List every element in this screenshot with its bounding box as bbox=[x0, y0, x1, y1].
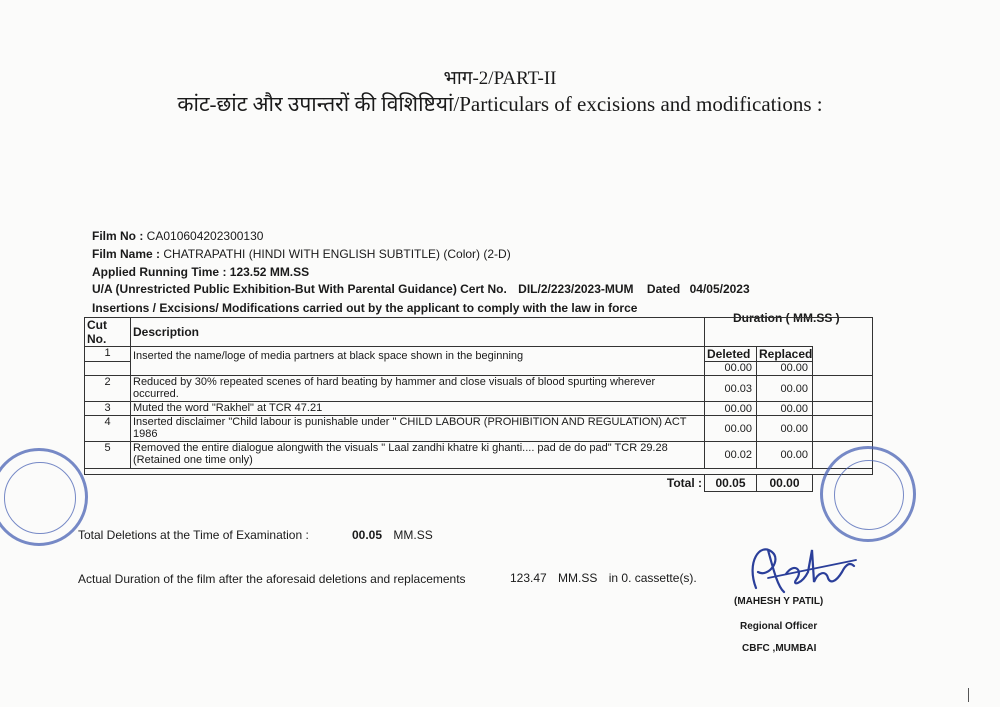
insertions-heading: Insertions / Excisions/ Modifications carried out by the applicant to comply with the law in force bbox=[92, 301, 638, 315]
particulars-heading: कांट-छांट और उपान्तरों की विशिष्टियां/Particulars of excisions and modifications : bbox=[177, 92, 823, 116]
total-deletions-label: Total Deletions at the Time of Examination : bbox=[78, 528, 309, 542]
right-seal-stamp bbox=[820, 446, 916, 542]
film-no-line bbox=[92, 229, 263, 243]
deleted-value: 00.00 bbox=[705, 362, 757, 376]
table-row bbox=[85, 442, 873, 469]
cut-no: 3 bbox=[85, 402, 131, 416]
film-name-value: CHATRAPATHI (HINDI WITH ENGLISH SUBTITLE) (Color) (2-D) bbox=[163, 247, 511, 261]
total-deletions-value-group bbox=[352, 528, 433, 542]
cassette-text: in 0. cassette(s). bbox=[608, 571, 697, 585]
replaced-value: 00.00 bbox=[757, 442, 813, 469]
replaced-value: 00.00 bbox=[757, 416, 813, 442]
actual-duration-label: Actual Duration of the film after the aforesaid deletions and replacements bbox=[78, 572, 466, 586]
table-total-row bbox=[85, 475, 873, 492]
description bbox=[131, 349, 705, 376]
cut-no: 2 bbox=[85, 376, 131, 402]
cut-no: 1 bbox=[85, 347, 131, 362]
description: Muted the word "Rakhel" at TCR 47.21 bbox=[131, 402, 705, 416]
deleted-value: 00.00 bbox=[705, 416, 757, 442]
total-label: Total : bbox=[85, 475, 705, 492]
film-no-label: Film No : bbox=[92, 229, 144, 243]
film-no-value: CA010604202300130 bbox=[146, 229, 264, 243]
replaced-value: 00.00 bbox=[757, 362, 813, 376]
blank-cell bbox=[813, 362, 873, 376]
blank-cell bbox=[813, 416, 873, 442]
col-cut-no: Cut No. bbox=[85, 318, 131, 347]
cut-no-spacer bbox=[85, 362, 131, 376]
col-replaced: Replaced bbox=[757, 347, 813, 362]
col-description: Description bbox=[131, 318, 705, 347]
certificate-line bbox=[92, 282, 750, 296]
signatory-office: CBFC ,MUMBAI bbox=[742, 643, 817, 654]
blank-cell bbox=[813, 347, 873, 362]
part-title: भाग-2/PART-II bbox=[443, 68, 557, 89]
duration-header: Duration ( MM.SS ) bbox=[733, 311, 840, 325]
total-deletions-unit: MM.SS bbox=[393, 528, 433, 542]
table-row bbox=[85, 416, 873, 442]
actual-duration-value: 123.47 bbox=[510, 571, 547, 585]
actual-duration-group bbox=[510, 571, 697, 585]
replaced-value: 00.00 bbox=[757, 376, 813, 402]
signatory-name: (MAHESH Y PATIL) bbox=[734, 596, 824, 607]
running-time-label: Applied Running Time : bbox=[92, 265, 227, 279]
running-time-value: 123.52 MM.SS bbox=[229, 265, 310, 279]
left-seal-stamp bbox=[0, 448, 88, 546]
film-name-label: Film Name : bbox=[92, 247, 161, 261]
col-deleted: Deleted bbox=[705, 347, 757, 362]
replaced-value: 00.00 bbox=[757, 402, 813, 416]
table-row bbox=[85, 376, 873, 402]
signatory-designation: Regional Officer bbox=[740, 621, 818, 632]
blank-cell bbox=[813, 402, 873, 416]
table-row bbox=[85, 362, 873, 376]
total-replaced: 00.00 bbox=[757, 475, 813, 492]
deleted-value: 00.03 bbox=[705, 376, 757, 402]
deleted-value: 00.00 bbox=[705, 402, 757, 416]
deleted-value: 00.02 bbox=[705, 442, 757, 469]
edge-mark bbox=[968, 688, 969, 702]
dated-value: 04/05/2023 bbox=[689, 282, 750, 296]
signature-image bbox=[738, 532, 858, 602]
description: Reduced by 30% repeated scenes of hard beating by hammer and close visuals of blood spurting wherever occurred. bbox=[131, 376, 705, 402]
total-deletions-line bbox=[78, 528, 309, 542]
actual-duration-unit: MM.SS bbox=[558, 571, 598, 585]
description: Removed the entire dialogue alongwith the visuals " Laal zandhi khatre ki ghanti.... pad de do pad" TCR 29.28 (Retained one time only) bbox=[131, 442, 705, 469]
film-name-line bbox=[92, 247, 511, 261]
cut-no: 5 bbox=[85, 442, 131, 469]
running-time-line bbox=[92, 265, 309, 279]
description-text: Inserted the name/loge of media partners at black space shown in the beginning bbox=[133, 349, 524, 362]
total-deleted: 00.05 bbox=[705, 475, 757, 492]
cert-no: DIL/2/223/2023-MUM bbox=[518, 282, 634, 296]
col-duration-spacer bbox=[705, 318, 873, 347]
certificate-text: U/A (Unrestricted Public Exhibition-But With Parental Guidance) Cert No. bbox=[92, 282, 507, 296]
table-header-row bbox=[85, 318, 873, 347]
table-row bbox=[85, 402, 873, 416]
description: Inserted disclaimer "Child labour is punishable under " CHILD LABOUR (PROHIBITION AND REGULATION) ACT 1986 bbox=[131, 416, 705, 442]
dated-label: Dated bbox=[646, 282, 681, 296]
excisions-table bbox=[84, 317, 873, 492]
total-deletions-value: 00.05 bbox=[352, 528, 383, 542]
blank-cell bbox=[813, 376, 873, 402]
cut-no: 4 bbox=[85, 416, 131, 442]
